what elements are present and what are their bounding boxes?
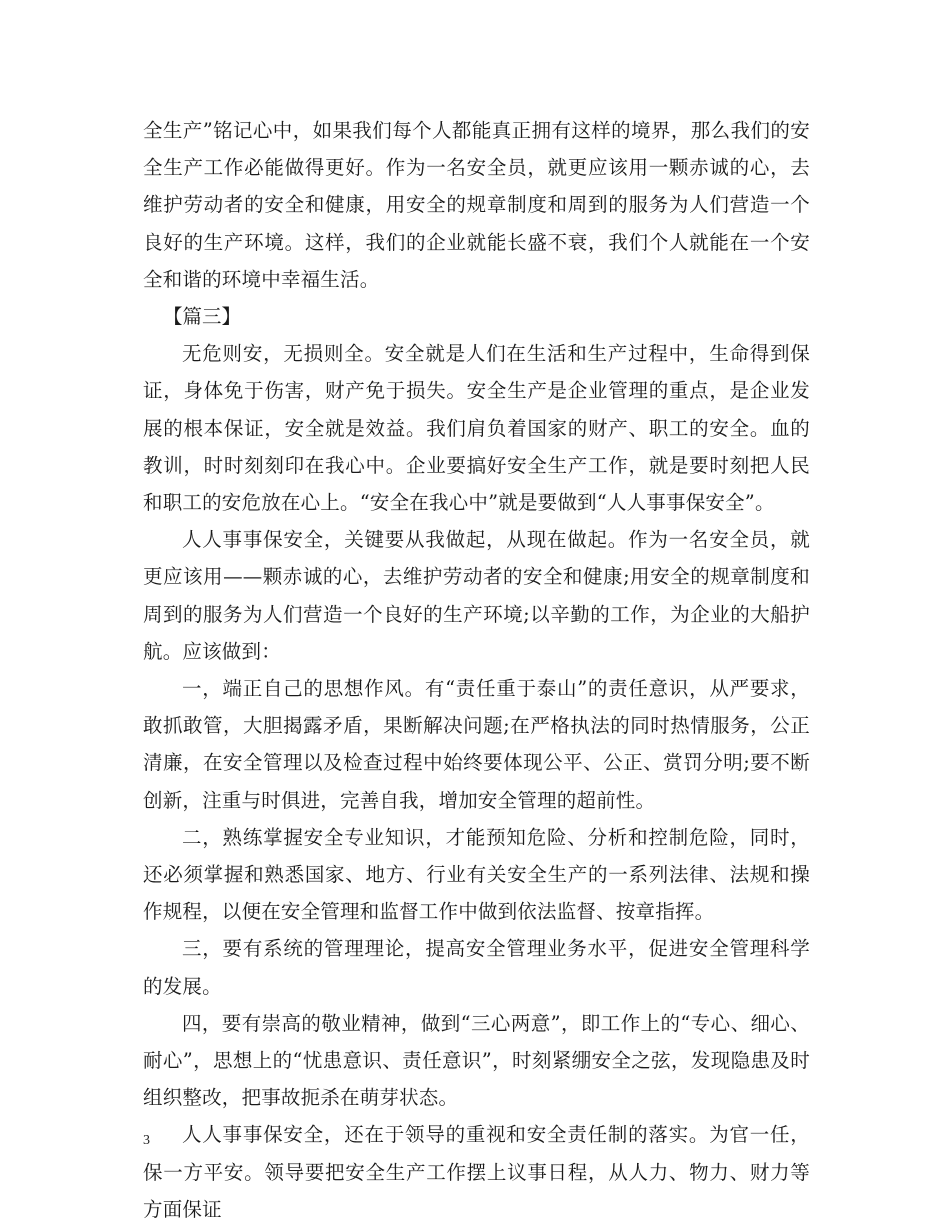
section-heading: 【篇三】: [163, 305, 242, 329]
paragraph: 人人事事保安全，还在于领导的重视和安全责任制的落实。为官一任，保一方平安。领导要把安全生产工作摆上议事日程，从人力、物力、财力等方面保证: [143, 1123, 810, 1221]
paragraph: 无危则安，无损则全。安全就是人们在生活和生产过程中，生命得到保证，身体免于伤害，财产免于损失。安全生产是企业管理的重点，是企业发展的根本保证，安全就是效益。我们肩负着国家的财产、职工的安全。血的教训，时时刻刻印在我心中。企业要搞好安全生产工作，就是要时刻把人民和职工的安危放在心上。“安全在我心中”就是要做到“人人事事保安全”。: [143, 342, 810, 515]
paragraph: 四，要有崇高的敬业精神，做到“三心两意”，即工作上的“专心、细心、耐心”，思想上的“忧患意识、责任意识”，时刻紧绷安全之弦，发现隐患及时组织整改，把事故扼杀在萌芽状态。: [143, 1011, 810, 1110]
document-page: [143, 112, 810, 1228]
paragraph: 一，端正自己的思想作风。有“责任重于泰山”的责任意识，从严要求，敢抓敢管，大胆揭露矛盾，果断解决问题;在严格执法的同时热情服务，公正清廉，在安全管理以及检查过程中始终要体现公平、公正、赏罚分明;要不断创新，注重与时俱进，完善自我，增加安全管理的超前性。: [143, 677, 810, 812]
paragraph: 三，要有系统的管理理论，提高安全管理业务水平，促进安全管理科学的发展。: [143, 937, 810, 998]
paragraph-continuation: 全生产”铭记心中，如果我们每个人都能真正拥有这样的境界，那么我们的安全生产工作必能做得更好。作为一名安全员，就更应该用一颗赤诚的心，去维护劳动者的安全和健康，用安全的规章制度和周到的服务为人们营造一个良好的生产环境。这样，我们的企业就能长盛不衰，我们个人就能在一个安全和谐的环境中幸福生活。: [143, 119, 810, 291]
page-number: 3: [143, 1133, 150, 1148]
paragraph: 人人事事保安全，关键要从我做起，从现在做起。作为一名安全员，就更应该用——颗赤诚的心，去维护劳动者的安全和健康;用安全的规章制度和周到的服务为人们营造一个良好的生产环境;以辛勤的工作，为企业的大船护航。应该做到：: [143, 528, 810, 663]
paragraph: 二，熟练掌握安全专业知识，才能预知危险、分析和控制危险，同时，还必须掌握和熟悉国家、地方、行业有关安全生产的一系列法律、法规和操作规程，以便在安全管理和监督工作中做到依法监督、按章指挥。: [143, 825, 810, 924]
